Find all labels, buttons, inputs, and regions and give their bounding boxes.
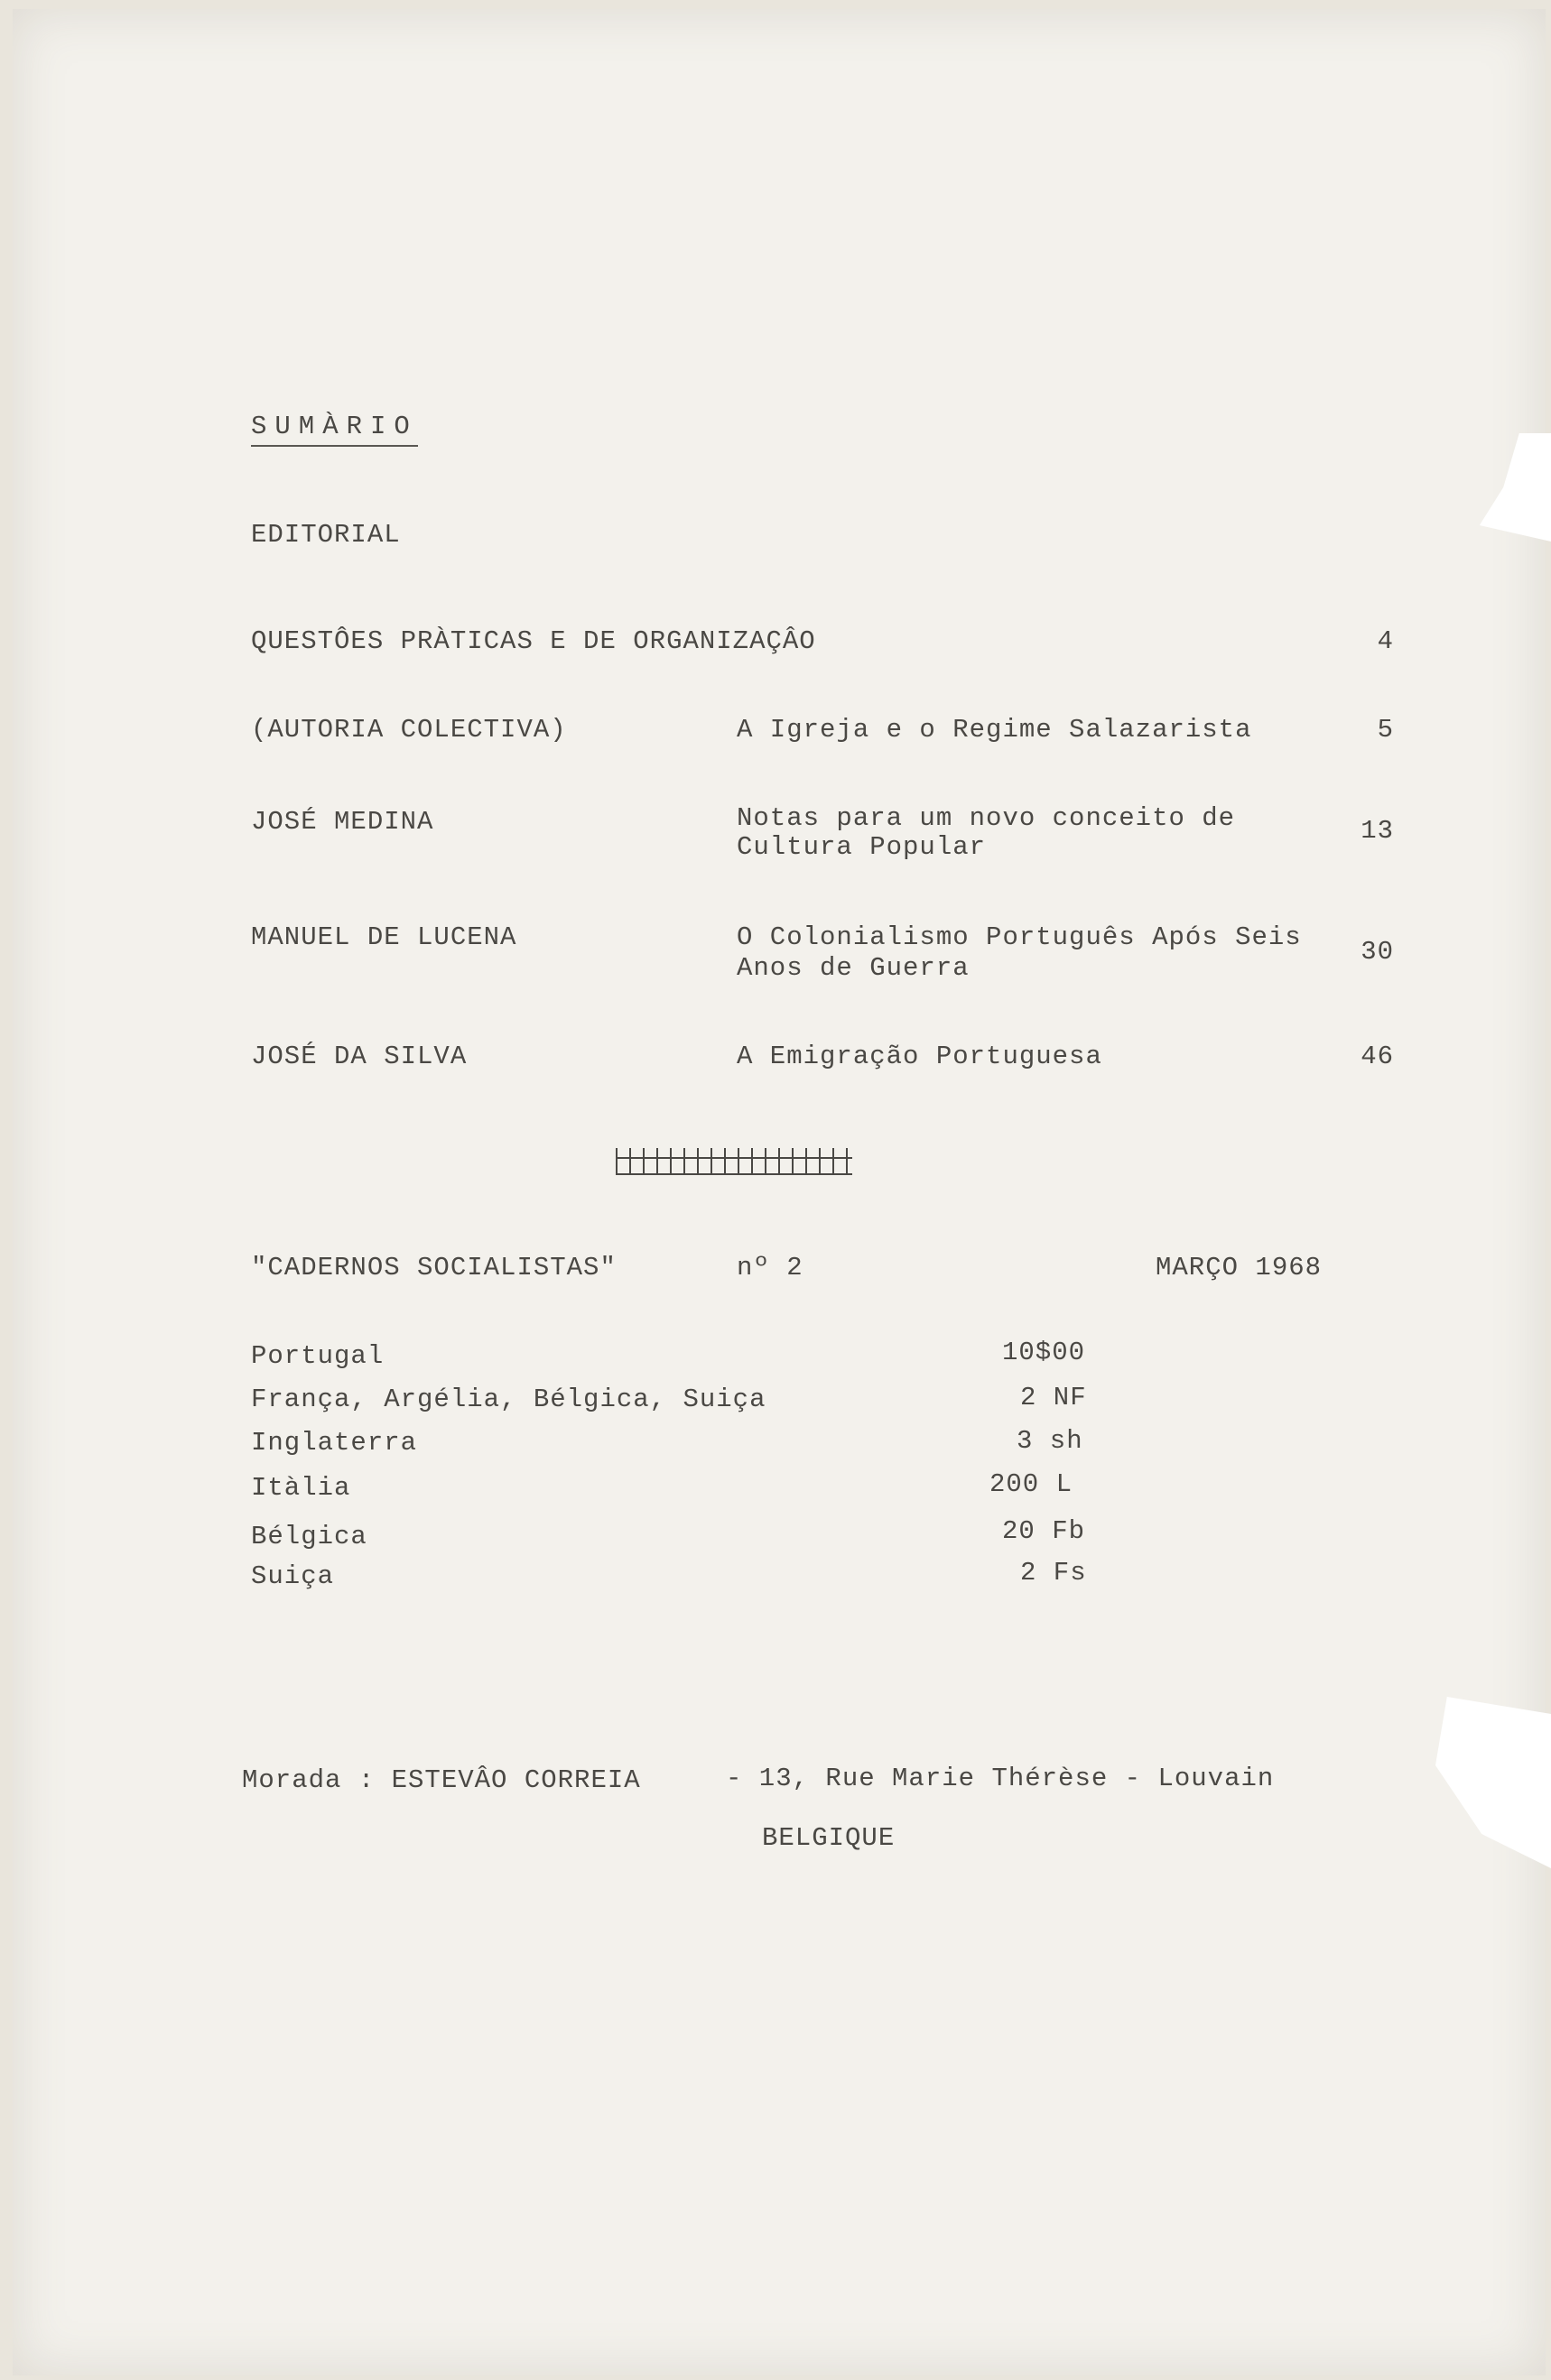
toc-section-title: QUESTÔES PRÀTICAS E DE ORGANIZAÇÂO [251, 626, 816, 656]
address-label: Morada : ESTEVÂO CORREIA [242, 1765, 641, 1795]
price-value: 2 NF [1020, 1383, 1087, 1412]
price-country: França, Argélia, Bélgica, Suiça [251, 1384, 766, 1414]
toc-article-title-continued: Anos de Guerra [737, 953, 970, 983]
price-value: 20 Fb [1002, 1516, 1086, 1546]
price-value: 2 Fs [1020, 1558, 1087, 1588]
price-value: 10$00 [1002, 1338, 1086, 1367]
editorial-label: EDITORIAL [251, 520, 401, 550]
toc-author: MANUEL DE LUCENA [251, 922, 517, 952]
price-country: Inglaterra [251, 1428, 418, 1458]
price-value: 200 L [989, 1469, 1073, 1499]
issue-number: nº 2 [737, 1253, 803, 1283]
price-country: Bélgica [251, 1522, 367, 1551]
price-country: Portugal [251, 1341, 385, 1371]
toc-author: (AUTORIA COLECTIVA) [251, 715, 567, 745]
toc-article-title: O Colonialismo Português Após Seis [737, 922, 1302, 952]
address-country: BELGIQUE [762, 1823, 896, 1853]
toc-page-number: 5 [1377, 715, 1394, 745]
toc-page-number: 13 [1361, 816, 1394, 846]
typed-divider [616, 1148, 852, 1175]
address-street: - 13, Rue Marie Thérèse - Louvain [726, 1764, 1275, 1793]
toc-author: JOSÉ DA SILVA [251, 1042, 468, 1071]
paper-sheet [13, 9, 1546, 2375]
toc-article-title-continued: Cultura Popular [737, 832, 987, 862]
price-country: Itàlia [251, 1473, 351, 1503]
price-country: Suiça [251, 1561, 335, 1591]
toc-article-title: Notas para um novo conceito de [737, 803, 1236, 833]
page-title: SUMÀRIO [251, 412, 418, 447]
toc-page-number: 4 [1377, 626, 1394, 656]
price-value: 3 sh [1017, 1426, 1083, 1456]
toc-article-title: A Emigração Portuguesa [737, 1042, 1102, 1071]
publication-name: "CADERNOS SOCIALISTAS" [251, 1253, 617, 1283]
toc-article-title: A Igreja e o Regime Salazarista [737, 715, 1252, 745]
toc-page-number: 46 [1361, 1042, 1394, 1071]
issue-date: MARÇO 1968 [1156, 1253, 1323, 1283]
toc-author: JOSÉ MEDINA [251, 807, 434, 837]
toc-page-number: 30 [1361, 937, 1394, 967]
